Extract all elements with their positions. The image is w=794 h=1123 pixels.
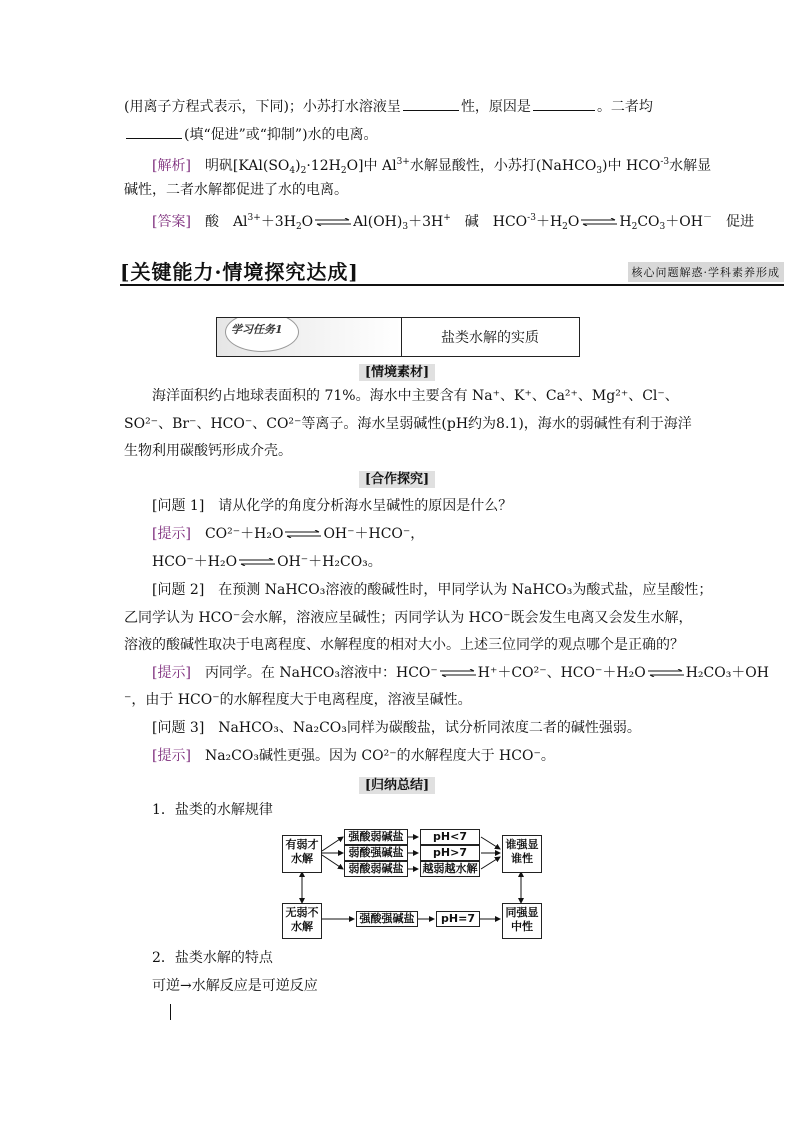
q2-line-2: 乙同学认为 HCO⁻会水解，溶液应呈碱性；丙同学认为 HCO⁻既会发生电离又会发生水解， xyxy=(124,610,693,626)
task-title: 盐类水解的实质 xyxy=(441,330,539,346)
material-line-3: 生物利用碳酸钙形成介壳。 xyxy=(124,443,292,459)
answer-line: [答案] 酸 $Al^{3+}+3H_2O$ $Al(OH)_3+3H^+$ 碱 $HCO^{-3}+H_2O$ $H_2CO_3+OH^-$ 促进 xyxy=(152,213,754,232)
q2-line-1: [问题 2] 在预测 NaHCO₃溶液的酸碱性时，甲同学认为 NaHCO₃为酸式盐，应呈酸性； xyxy=(152,582,713,598)
analysis-line-1: [解析] 明矾$[KAl(SO_4)_2\cdot 12H_2O]$中 $Al^{3+}$水解显酸性，小苏打(NaHCO$_3$)中 $HCO^{-3}$水解显 xyxy=(152,157,712,176)
q1-hint-1: [提示] CO²⁻＋H₂O OH⁻＋HCO⁻， xyxy=(152,526,425,542)
diagram-ph-3: 越弱越水解 xyxy=(420,861,480,877)
diagram-left-bottom: 无弱不 水解 xyxy=(282,903,322,939)
diagram-bottom-ph: pH=7 xyxy=(436,911,480,927)
task-label: 学习任务1 xyxy=(231,323,283,336)
diagram-mid-1: 强酸弱碱盐 xyxy=(344,829,408,845)
material-line-2: SO²⁻、Br⁻、HCO⁻、CO²⁻等离子。海水呈弱碱性(pH约为8.1)，海水的弱碱性有利于海洋 xyxy=(124,416,692,432)
summary-item-3: 可逆→水解反应是可逆反应 xyxy=(152,978,318,994)
q3-question: [问题 3] NaHCO₃、Na₂CO₃同样为碳酸盐，试分析同浓度二者的碱性强弱。 xyxy=(152,720,641,736)
subhead-summary: [归纳总结] xyxy=(0,774,794,793)
summary-item-2: 2．盐类水解的特点 xyxy=(152,950,273,966)
question-line-1: (用离子方程式表示，下同)；小苏打水溶液呈 性，原因是 。二者均 xyxy=(124,96,653,117)
q3-hint: [提示] Na₂CO₃碱性更强。因为 CO²⁻的水解程度大于 HCO⁻。 xyxy=(152,748,555,764)
diagram-bottom-mid: 强酸强碱盐 xyxy=(356,911,418,927)
q2-line-3: 溶液的酸碱性取决于电离程度、水解程度的相对大小。上述三位同学的观点哪个是正确的？ xyxy=(124,637,684,653)
diagram-mid-3: 弱酸弱碱盐 xyxy=(344,861,408,877)
section-title: [关键能力·情境探究达成] xyxy=(120,260,359,284)
q2-hint-1: [提示] 丙同学。在 NaHCO₃溶液中：HCO⁻ H⁺＋CO²⁻、HCO⁻＋H₂O H₂CO₃＋OH xyxy=(152,665,769,681)
section-subtitle: 核心问题解惑·学科素养形成 xyxy=(628,262,785,282)
summary-item-1: 1．盐类的水解规律 xyxy=(152,802,273,818)
diagram-right-top: 谁强显 谁性 xyxy=(502,835,542,873)
diagram-ph-2: pH>7 xyxy=(420,845,480,861)
diagram-right-bottom: 同强显 中性 xyxy=(502,903,542,939)
q1-hint-2: HCO⁻＋H₂O OH⁻＋H₂CO₃。 xyxy=(152,554,382,570)
subhead-explore: [合作探究] xyxy=(0,468,794,487)
material-line-1: 海洋面积约占地球表面积的 71%。海水中主要含有 Na⁺、K⁺、Ca²⁺、Mg²⁺、Cl⁻、 xyxy=(152,388,679,404)
subhead-material: [情境素材] xyxy=(0,361,794,380)
diagram-mid-2: 弱酸强碱盐 xyxy=(344,845,408,861)
question-line-2: (填“促进”或“抑制”)水的电离。 xyxy=(124,124,378,145)
q1-question: [问题 1] 请从化学的角度分析海水呈碱性的原因是什么？ xyxy=(152,498,513,514)
diagram-ph-1: pH<7 xyxy=(420,829,480,845)
text-cursor xyxy=(170,1004,171,1020)
diagram-left-top: 有弱才 水解 xyxy=(282,835,322,873)
analysis-line-2: 碱性，二者水解都促进了水的电离。 xyxy=(124,182,348,198)
q2-hint-2: ⁻，由于 HCO⁻的水解程度大于电离程度，溶液呈碱性。 xyxy=(124,692,472,708)
